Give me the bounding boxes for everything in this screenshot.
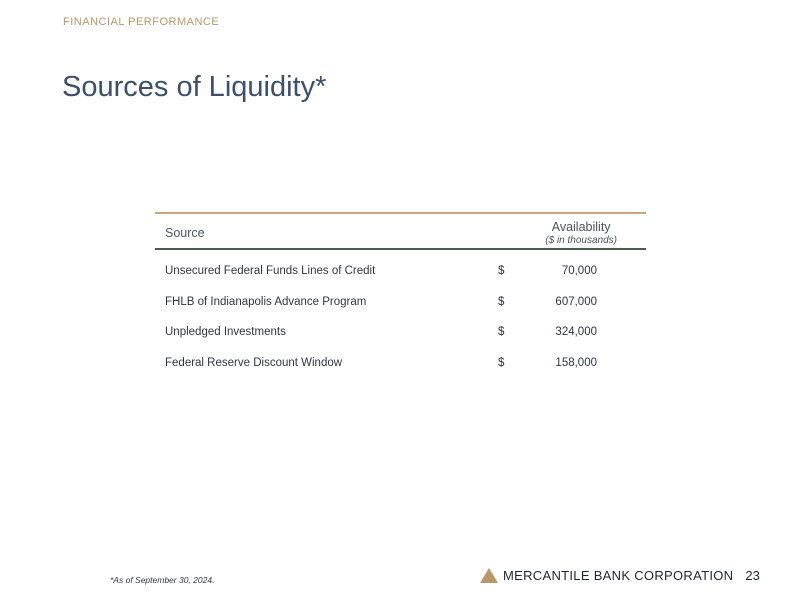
page-title: Sources of Liquidity*	[62, 71, 327, 103]
liquidity-table	[155, 212, 646, 379]
table-row	[155, 257, 646, 288]
value-cell: 158,000	[555, 356, 597, 369]
column-header-availability	[545, 220, 617, 246]
value-cell: 607,000	[555, 295, 597, 308]
table-row	[155, 349, 646, 380]
availability-label: Availability	[551, 220, 611, 234]
footnote: *As of September 30, 2024.	[110, 575, 215, 585]
section-label: FINANCIAL PERFORMANCE	[63, 16, 220, 28]
brand-footer	[480, 565, 760, 585]
table-body	[155, 250, 646, 379]
source-cell: Unpledged Investments	[165, 326, 286, 338]
currency-cell: $	[498, 326, 505, 338]
availability-unit-note: ($ in thousands)	[545, 235, 617, 246]
source-cell: Federal Reserve Discount Window	[165, 356, 343, 369]
page-number: 23	[745, 567, 760, 583]
source-cell: FHLB of Indianapolis Advance Program	[165, 295, 367, 308]
value-cell: 324,000	[555, 326, 597, 338]
currency-cell: $	[498, 295, 505, 308]
company-name: MERCANTILE BANK CORPORATION	[503, 567, 734, 583]
column-header-source: Source	[165, 226, 205, 240]
table-row	[155, 288, 646, 319]
currency-cell: $	[498, 356, 505, 369]
source-cell: Unsecured Federal Funds Lines of Credit	[165, 265, 376, 277]
currency-cell: $	[498, 265, 505, 277]
value-cell: 70,000	[561, 265, 597, 277]
triangle-logo-icon	[480, 568, 498, 583]
table-row	[155, 318, 646, 349]
table-header	[155, 214, 646, 250]
